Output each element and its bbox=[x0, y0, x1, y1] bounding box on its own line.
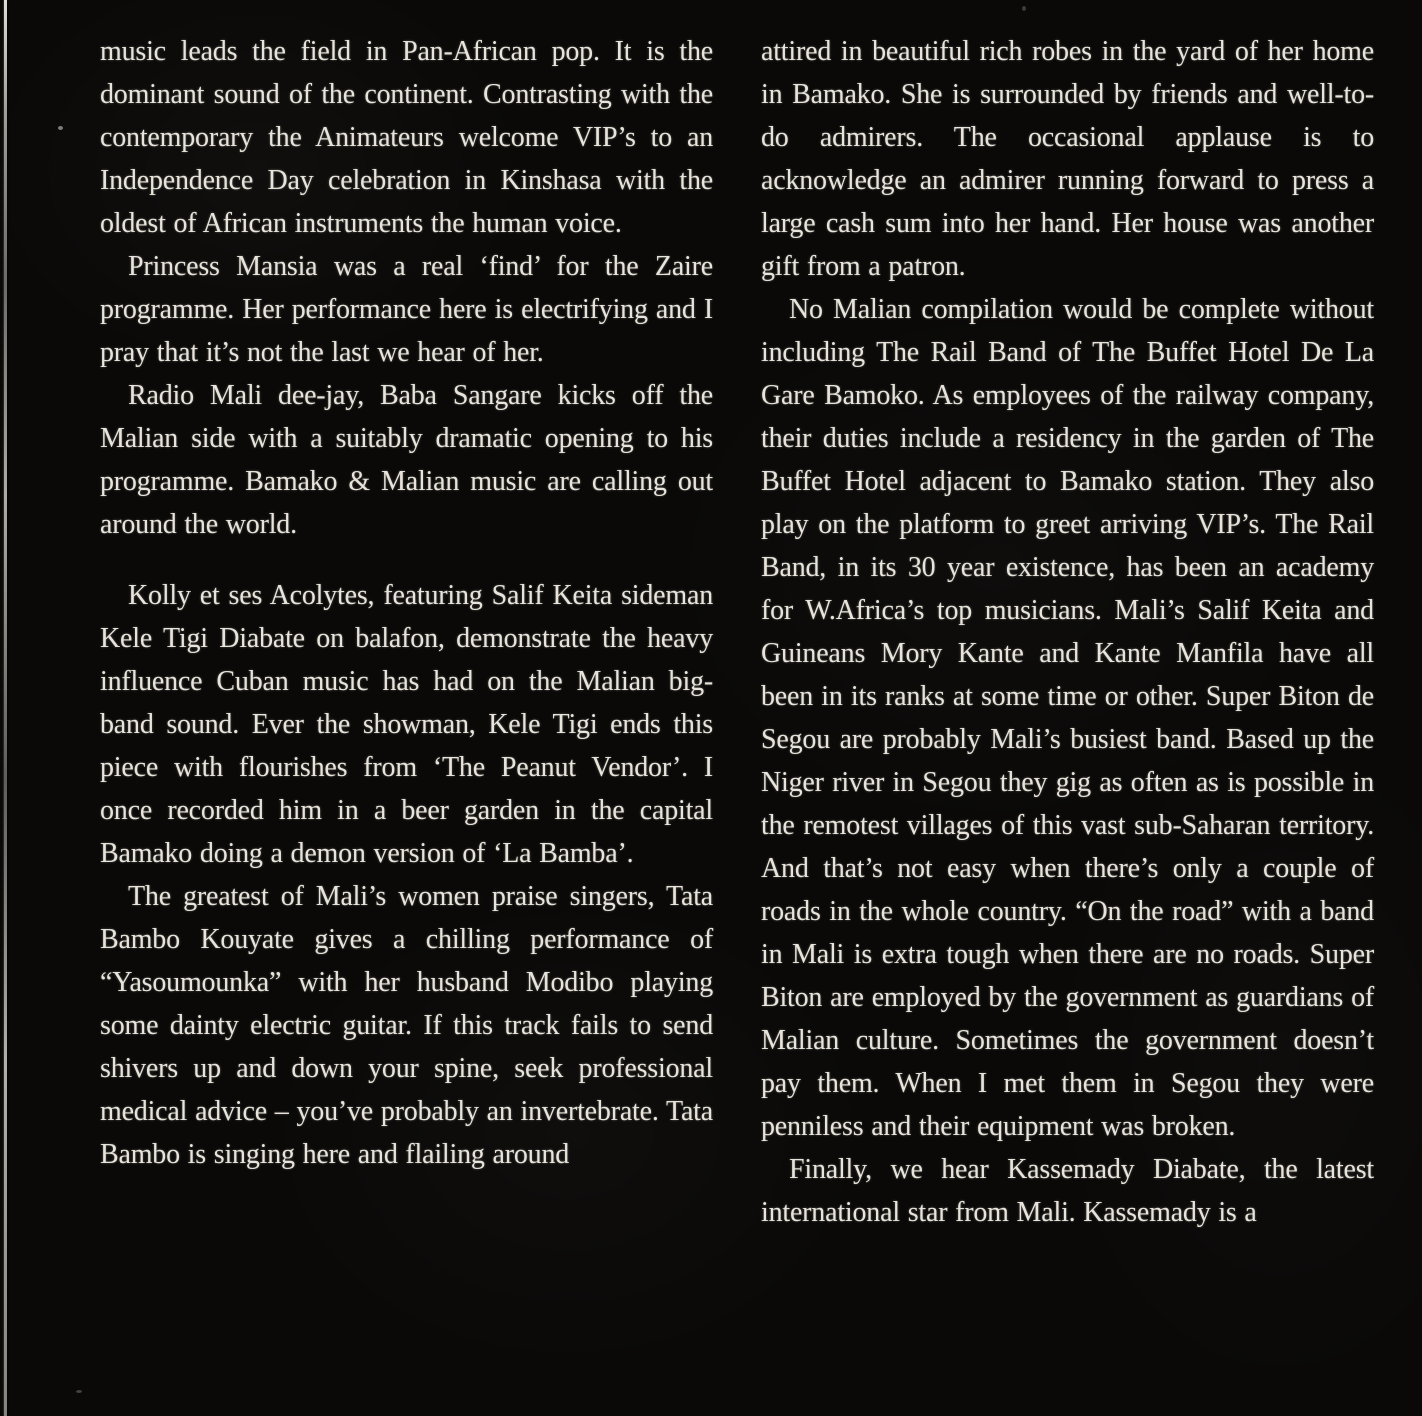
text-column-left bbox=[100, 30, 713, 1234]
text-column-right bbox=[761, 30, 1374, 1234]
paragraph: No Malian compilation would be complete without including The Rail Band of The Buffet Hotel De La Gare Bamoko. As employees of the railway company, their duties include a residency in the garden of The Buffet Hotel adjacent to Bamako station. They also play on the platform to greet arriving VIP’s. The Rail Band, in its 30 year existence, has been an academy for W.Africa’s top musicians. Mali’s Salif Keita and Guineans Mory Kante and Kante Manfila have all been in its ranks at some time or other. Super Biton de Segou are probably Mali’s busiest band. Based up the Niger river in Segou they gig as often as is possible in the remotest villages of this vast sub-Saharan territory. And that’s not easy when there’s only a couple of roads in the whole country. “On the road” with a band in Mali is extra tough when there are no roads. Super Biton are employed by the government as guardians of Malian culture. Sometimes the government doesn’t pay them. When I met them in Segou they were penniless and their equipment was broken. bbox=[761, 294, 1374, 1142]
paragraph: The greatest of Mali’s women praise singers, Tata Bambo Kouyate gives a chilling performance of “Yasoumounka” with her husband Modibo playing some dainty electric guitar. If this track fails to send shivers up and down your spine, seek professional medical advice – you’ve probably an invertebrate. Tata Bambo is singing here and flailing around bbox=[100, 881, 713, 1170]
scan-speck bbox=[1022, 6, 1026, 11]
scan-speck bbox=[76, 1390, 82, 1393]
paragraph: Princess Mansia was a real ‘find’ for the Zaire programme. Her performance here is electrifying and I pray that it’s not the last we hear of her. bbox=[100, 251, 713, 368]
text-columns bbox=[100, 30, 1374, 1234]
paragraph: Finally, we hear Kassemady Diabate, the latest international star from Mali. Kassemady is a bbox=[761, 1154, 1374, 1228]
scan-edge-line bbox=[4, 0, 7, 1416]
paragraph: attired in beautiful rich robes in the yard of her home in Bamako. She is surrounded by friends and well-to-do admirers. The occasional applause is to acknowledge an admirer running forward to press a large cash sum into her hand. Her house was another gift from a patron. bbox=[761, 36, 1374, 282]
paragraph: Kolly et ses Acolytes, featuring Salif Keita sideman Kele Tigi Diabate on balafon, demonstrate the heavy influence Cuban music has had on the Malian big-band sound. Ever the showman, Kele Tigi ends this piece with flourishes from ‘The Peanut Vendor’. I once recorded him in a beer garden in the capital Bamako doing a demon version of ‘La Bamba’. bbox=[100, 580, 713, 869]
scan-speck bbox=[58, 126, 63, 130]
paragraph: Radio Mali dee-jay, Baba Sangare kicks off the Malian side with a suitably dramatic opening to his programme. Bamako & Malian music are calling out around the world. bbox=[100, 380, 713, 540]
paragraph: music leads the field in Pan-African pop. It is the dominant sound of the continent. Contrasting with the contemporary the Animateurs welcome VIP’s to an Independence Day celebration in Kinshasa with the oldest of African instruments the human voice. bbox=[100, 36, 713, 239]
